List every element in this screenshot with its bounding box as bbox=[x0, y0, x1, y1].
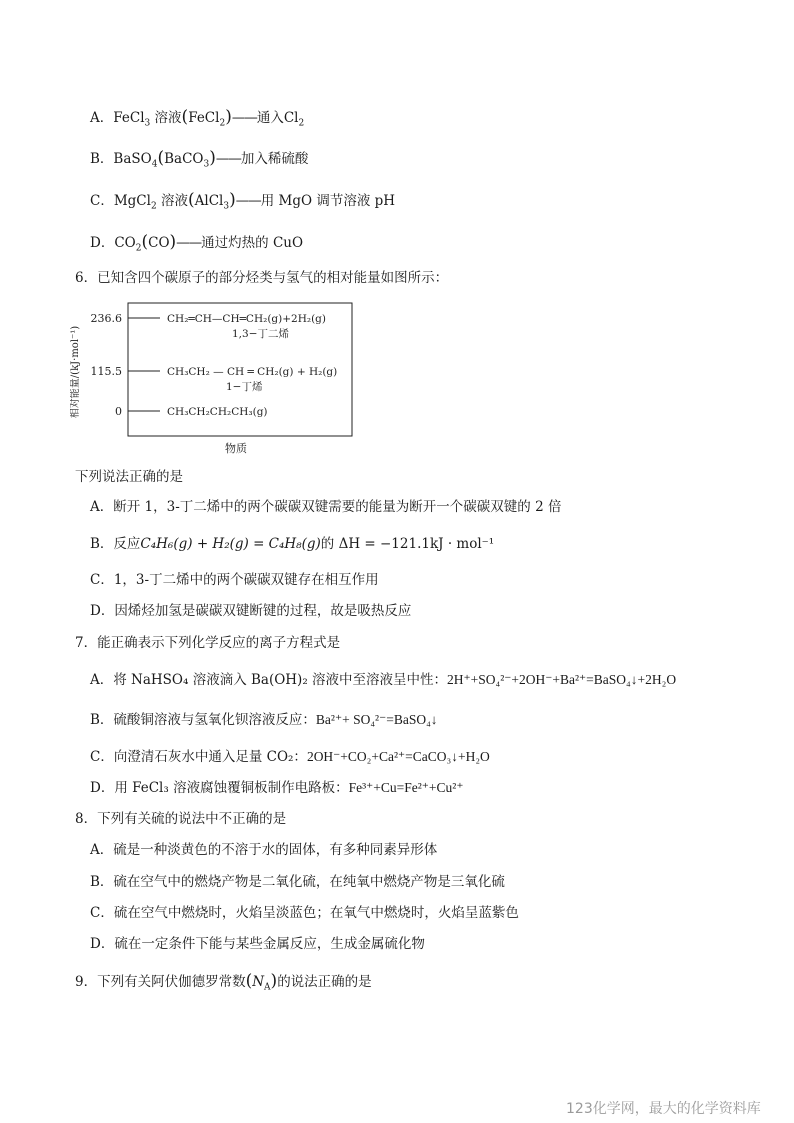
q6-option-a: A．断开 1，3-丁二烯中的两个碳碳双键需要的能量为断开一个碳碳双键的 2 倍 bbox=[90, 499, 562, 515]
q8-option-c: C．硫在空气中燃烧时，火焰呈淡蓝色；在氧气中燃烧时，火焰呈蓝紫色 bbox=[90, 905, 519, 921]
level-formula-115: CH₃CH₂ — CH ═ CH₂(g) + H₂(g) bbox=[167, 366, 338, 378]
q5-option-d: D．$CO_2(CO)——$通过灼热的 CuO bbox=[90, 232, 304, 254]
level-value-0: 0 bbox=[115, 405, 122, 418]
level-value-236: 236.6 bbox=[90, 312, 122, 325]
q7-option-c: C．向澄清石灰水中通入足量 CO₂：2OH⁻+CO₂+Ca²⁺=CaCO₃↓+H₂O bbox=[90, 749, 490, 765]
level-value-115: 115.5 bbox=[90, 365, 122, 378]
q7-stem: 7．能正确表示下列化学反应的离子方程式是 bbox=[75, 635, 341, 651]
level-formula-0: CH₃CH₂CH₂CH₃(g) bbox=[167, 406, 268, 418]
q7-option-d: D．用 FeCl₃ 溶液腐蚀覆铜板制作电路板：Fe³⁺+Cu=Fe²⁺+Cu²⁺ bbox=[90, 780, 464, 796]
diagram-ylabel: 相对能量/(kJ·mol⁻¹) bbox=[70, 325, 81, 419]
q8-option-b: B．硫在空气中的燃烧产物是二氧化硫，在纯氧中燃烧产物是三氧化硫 bbox=[90, 874, 505, 890]
q6-stem: 6．已知含四个碳原子的部分烃类与氢气的相对能量如图所示： bbox=[75, 270, 449, 286]
q8-stem: 8．下列有关硫的说法中不正确的是 bbox=[75, 811, 287, 827]
q6-option-d: D．因烯烃加氢是碳碳双键断键的过程，故是吸热反应 bbox=[90, 603, 412, 619]
energy-diagram bbox=[70, 302, 370, 462]
diagram-xlabel: 物质 bbox=[225, 442, 247, 455]
q5-option-c: C．MgCl$_2$ 溶液(AlCl$_3$)——用 MgO 调节溶液 pH bbox=[90, 190, 396, 212]
q5-option-a: A．FeCl$_3$ 溶液(FeCl$_2$)——通入$Cl_2$ bbox=[90, 107, 305, 129]
level-name-115: 1−丁烯 bbox=[226, 381, 263, 393]
q7-option-b: B．硫酸铜溶液与氢氧化钡溶液反应：Ba²⁺+ SO₄²⁻=BaSO₄↓ bbox=[90, 712, 438, 728]
q8-option-a: A．硫是一种淡黄色的不溶于水的固体，有多种同素异形体 bbox=[90, 842, 438, 858]
q6-option-c: C．1，3-丁二烯中的两个碳碳双键存在相互作用 bbox=[90, 572, 379, 588]
q6-option-b: B．反应C₄H₆(g) + H₂(g) = C₄H₈(g)的 ΔH = −121.1kJ · mol⁻¹ bbox=[90, 536, 495, 552]
q6-prompt: 下列说法正确的是 bbox=[75, 469, 183, 485]
q8-option-d: D．硫在一定条件下能与某些金属反应，生成金属硫化物 bbox=[90, 936, 425, 952]
site-watermark: 123化学网，最大的化学资料库 bbox=[566, 1101, 761, 1117]
level-formula-236: CH₂═CH—CH═CH₂(g)+2H₂(g) bbox=[167, 313, 326, 325]
q9-stem: 9．下列有关阿伏伽德罗常数$(N_A)$的说法正确的是 bbox=[75, 971, 372, 993]
level-name-236: 1,3−丁二烯 bbox=[232, 328, 289, 340]
q5-option-b: B．BaSO$_4$(BaCO$_3$)——加入稀硫酸 bbox=[90, 148, 309, 170]
q7-option-a: A．将 NaHSO₄ 溶液滴入 Ba(OH)₂ 溶液中至溶液呈中性：2H⁺+SO₄²⁻+2OH⁻+Ba²⁺=BaSO₄↓+2H₂O bbox=[90, 672, 677, 688]
